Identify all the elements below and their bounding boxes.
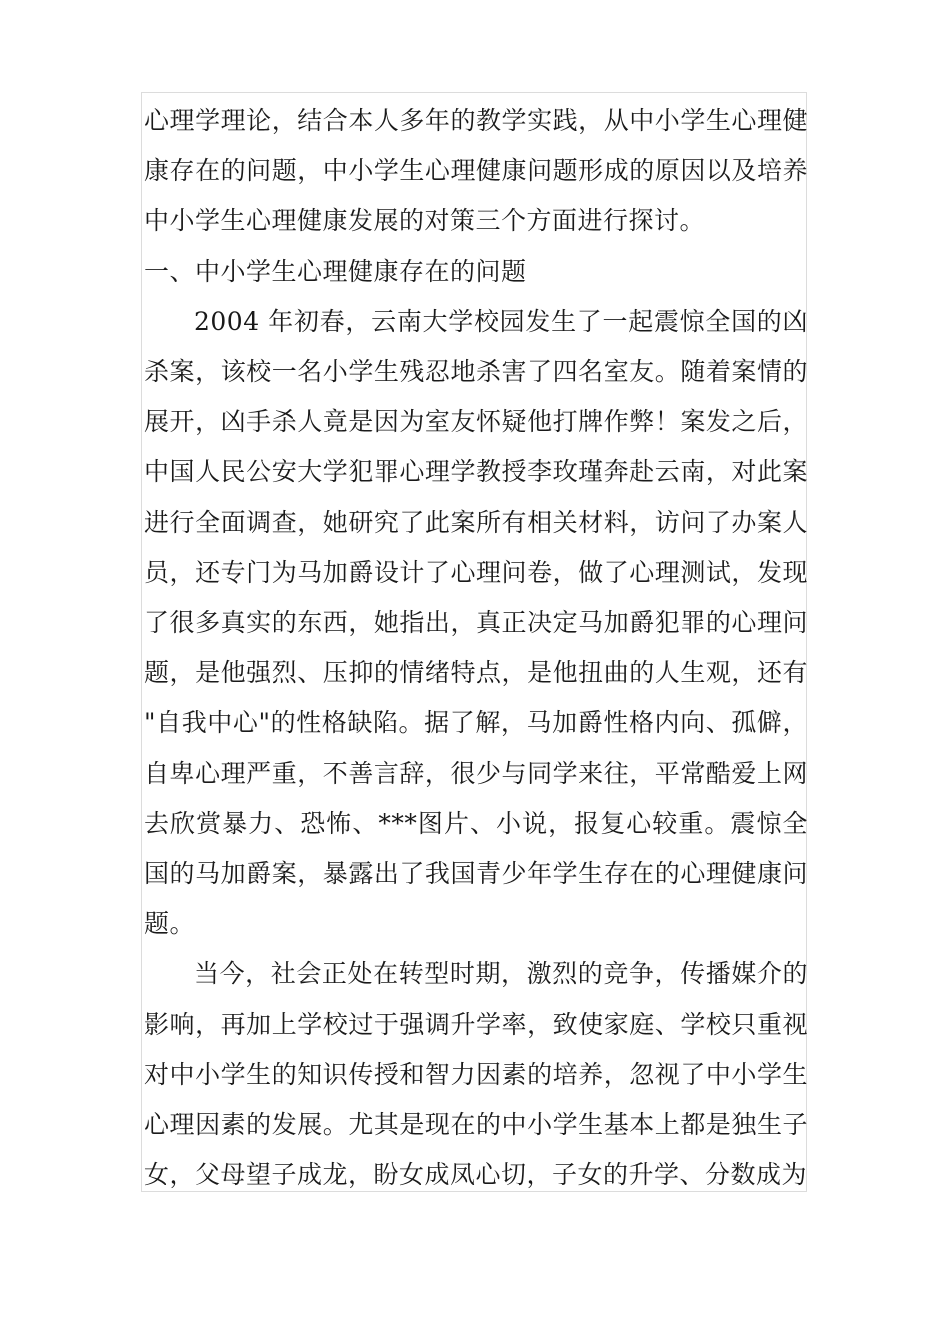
case-paragraph: 2004 年初春，云南大学校园发生了一起震惊全国的凶杀案，该校一名小学生残忍地杀害了四名室友。随着案情的展开，凶手杀人竟是因为室友怀疑他打牌作弊！案发之后，中国人民公安大学犯罪心理学教授李玫瑾奔赴云南，对此案进行全面调查，她研究了此案所有相关材料，访问了办案人员，还专门为马加爵设计了心理问卷，做了心理测试，发现了很多真实的东西，她指出，真正决定马加爵犯罪的心理问题，是他强烈、压抑的情绪特点，是他扭曲的人生观，还有 "自我中心"的性格缺陷。据了解，马加爵性格内向、孤僻，自卑心理严重，不善言辞，很少与同学来往，平常酷爱上网去欣赏暴力、恐怖、***图片、小说，报复心较重。震惊全国的马加爵案，暴露出了我国青少年学生存在的心理健康问题。 xyxy=(144,306,808,939)
section-heading: 一、中小学生心理健康存在的问题 xyxy=(144,256,527,286)
society-paragraph: 当今，社会正处在转型时期，激烈的竞争，传播媒介的影响，再加上学校过于强调升学率，致使家庭、学校只重视对中小学生的知识传授和智力因素的培养，忽视了中小学生心理因素的发展。尤其是现在的中小学生基本上都是独生子女，父母望子成龙，盼女成凤心切，子女的升学、分数成为 xyxy=(144,959,808,1190)
document-body xyxy=(144,96,808,1200)
intro-paragraph: 心理学理论，结合本人多年的教学实践，从中小学生心理健康存在的问题，中小学生心理健康问题形成的原因以及培养中小学生心理健康发展的对策三个方面进行探讨。 xyxy=(144,106,808,236)
